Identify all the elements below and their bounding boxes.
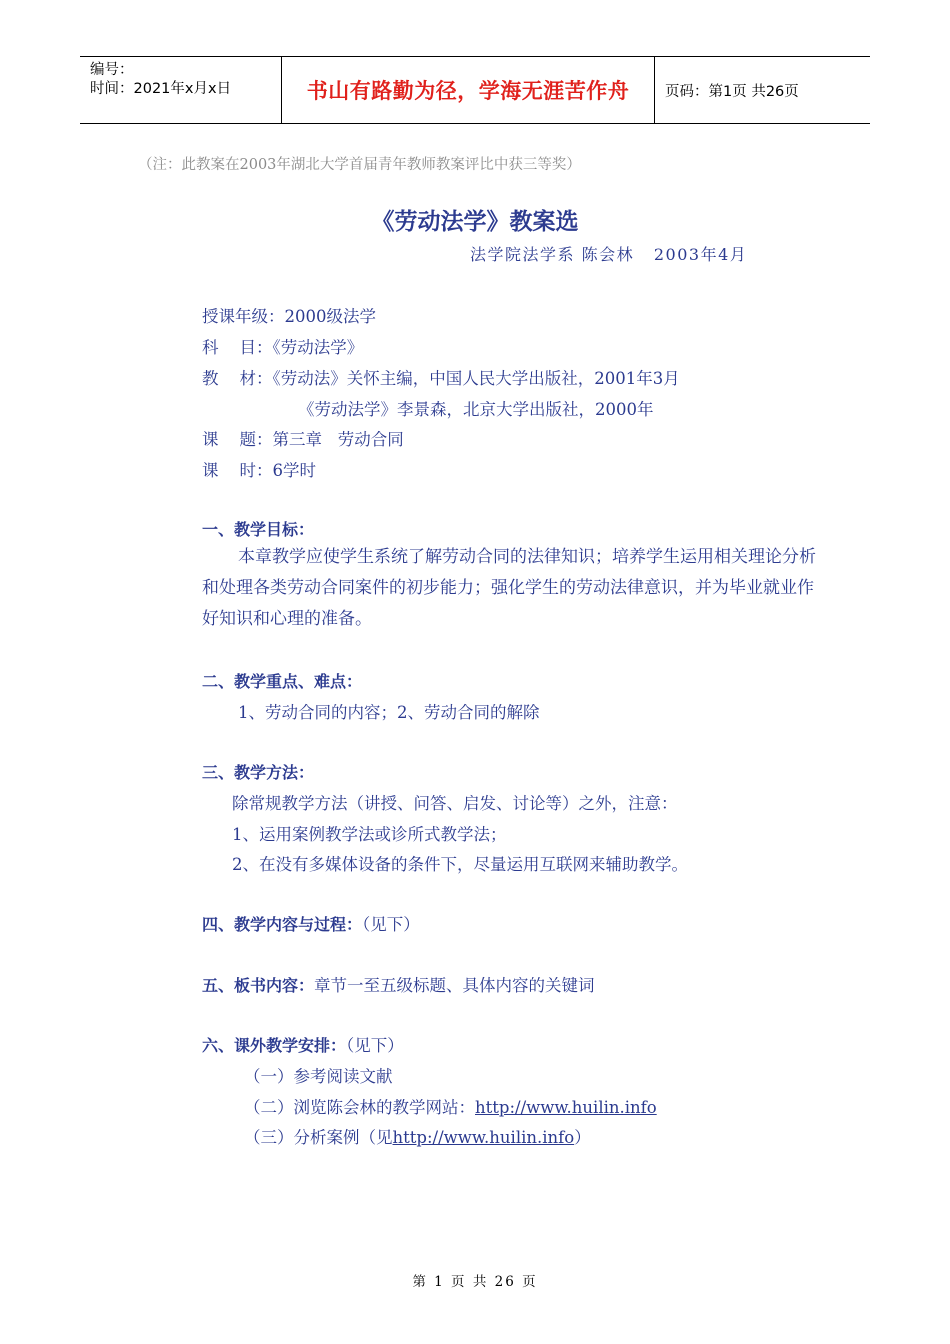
section-4-line: [202, 911, 420, 935]
header-meta-cell: [80, 57, 281, 123]
info-textbook-1: 教 材：《劳动法》关怀主编，中国人民大学出版社，2001年3月: [202, 369, 680, 388]
website-link[interactable]: http://www.huilin.info: [475, 1098, 657, 1117]
case-website-link[interactable]: http://www.huilin.info: [392, 1128, 575, 1147]
section-5-rest: 章节一至五级标题、具体内容的关键词: [314, 976, 595, 995]
number-label: 编号：: [90, 62, 134, 78]
section-6-item-2-prefix: （二）浏览陈会林的教学网站：: [244, 1098, 475, 1117]
section-6-item-3: [244, 1124, 591, 1148]
page-title: 《劳动法学》教案选: [371, 209, 579, 235]
section-3-text-2: 1、运用案例教学法或诊所式教学法；: [232, 825, 507, 844]
section-6-item-3-suffix: ）: [574, 1128, 591, 1147]
section-6-item-3-prefix: （三）分析案例（见: [244, 1128, 393, 1147]
author-line: 法学院法学系 陈会林 2003年4月: [470, 245, 748, 264]
section-4-rest: （见下）: [362, 915, 420, 934]
info-grade: 授课年级：2000级法学: [202, 307, 376, 326]
page-info: 页码：第1页 共26页: [665, 83, 799, 100]
page-footer: 第 1 页 共 26 页: [412, 1274, 538, 1290]
section-3-text-1: 除常规教学方法（讲授、问答、启发、讨论等）之外，注意：: [232, 794, 678, 813]
section-6-heading: 六、课外教学安排：: [202, 1036, 347, 1055]
section-6-rest: （见下）: [346, 1036, 404, 1055]
section-5-heading: 五、板书内容：: [202, 976, 315, 995]
header-motto-cell: [281, 57, 655, 123]
motto: 书山有路勤为径，学海无涯苦作舟: [306, 78, 630, 103]
section-6-item-1: （一）参考阅读文献: [244, 1067, 393, 1086]
award-note: （注：此教案在2003年湖北大学首届青年教师教案评比中获三等奖）: [138, 157, 581, 173]
section-3-heading: 三、教学方法：: [202, 763, 315, 782]
info-topic: 课 题：第三章 劳动合同: [202, 430, 404, 449]
info-subject: 科 目：《劳动法学》: [202, 338, 364, 357]
section-3-text-3: 2、在没有多媒体设备的条件下，尽量运用互联网来辅助教学。: [232, 855, 688, 874]
section-5-line: [202, 972, 595, 996]
section-2-text: 1、劳动合同的内容；2、劳动合同的解除: [238, 703, 540, 722]
section-6-item-2: [244, 1094, 657, 1118]
info-textbook-2: 《劳动法学》李景森，北京大学出版社，2000年: [298, 400, 654, 419]
section-1-text: 本章教学应使学生系统了解劳动合同的法律知识；培养学生运用相关理论分析和处理各类劳动合同案件的初步能力；强化学生的劳动法律意识，并为毕业就业作好知识和心理的准备。: [202, 547, 816, 629]
time-label: 时间：2021年x月x日: [90, 81, 232, 97]
section-4-heading: 四、教学内容与过程：: [202, 915, 363, 934]
section-1-heading: 一、教学目标：: [202, 520, 315, 539]
section-6-line: [202, 1032, 404, 1056]
header-page-cell: [655, 57, 870, 123]
header-table: [80, 56, 870, 124]
info-hours: 课 时：6学时: [202, 461, 316, 480]
section-2-heading: 二、教学重点、难点：: [202, 672, 363, 691]
